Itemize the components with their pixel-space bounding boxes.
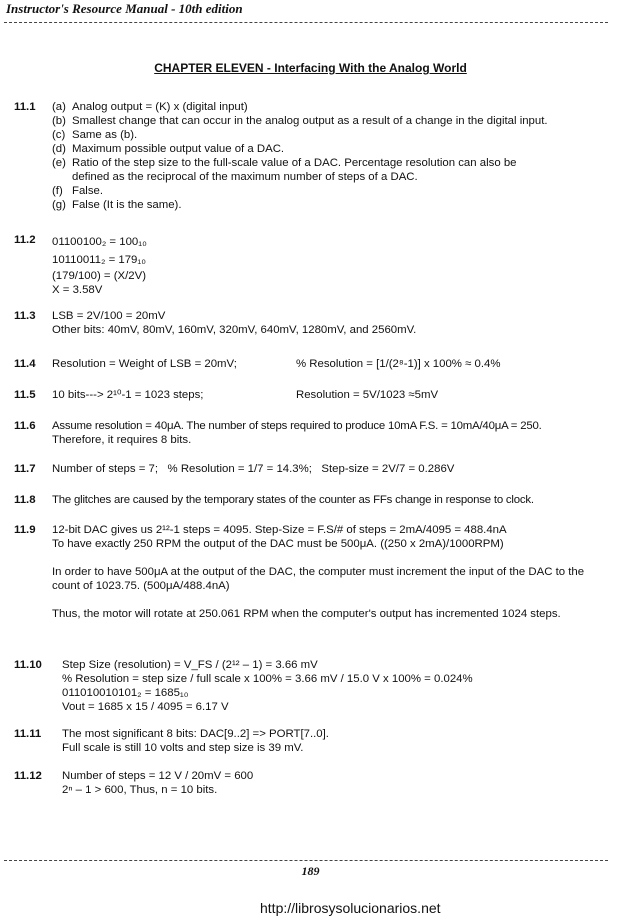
text-line: LSB = 2V/100 = 20mV <box>52 310 166 322</box>
text-line: The most significant 8 bits: DAC[9..2] => PORT[7..0]. <box>62 728 329 740</box>
text-line: The glitches are caused by the temporary states of the counter as FFs change in response to clock. <box>52 494 534 506</box>
problem-number: 11.6 <box>14 420 36 432</box>
text-line: Full scale is still 10 volts and step size is 39 mV. <box>62 742 304 754</box>
problem-number: 11.7 <box>14 463 36 475</box>
problem-number: 11.4 <box>14 358 36 370</box>
text-line: 011010010101₂ = 1685₁₀ <box>62 687 189 699</box>
problem-number: 11.12 <box>14 770 42 782</box>
text-line: 10110011₂ = 179₁₀ <box>52 254 146 266</box>
problem-11-5 <box>14 388 614 402</box>
list-item-continuation: defined as the reciprocal of the maximum number of steps of a DAC. <box>72 171 418 183</box>
problem-11-8 <box>14 493 614 507</box>
problem-11-7 <box>14 462 614 476</box>
chapter-title: CHAPTER ELEVEN - Interfacing With the Analog World <box>154 61 467 75</box>
problem-number: 11.8 <box>14 494 36 506</box>
problem-11-2 <box>14 233 614 297</box>
list-item: (c) Same as (b). <box>52 129 138 141</box>
problem-11-9 <box>14 523 614 621</box>
text-line: Number of steps = 12 V / 20mV = 600 <box>62 770 254 782</box>
text-line: (179/100) = (X/2V) <box>52 270 147 282</box>
problem-number: 11.3 <box>14 310 36 322</box>
list-item: (a) Analog output = (K) x (digital input) <box>52 101 248 113</box>
header-rule <box>4 22 608 23</box>
text-line: 10 bits---> 2¹⁰-1 = 1023 steps; Resolution = 5V/1023 ≈5mV <box>52 389 439 401</box>
footer-rule <box>4 860 608 861</box>
problem-number: 11.11 <box>14 728 42 740</box>
text-line: Other bits: 40mV, 80mV, 160mV, 320mV, 640mV, 1280mV, and 2560mV. <box>52 324 417 336</box>
problem-11-11 <box>14 727 614 755</box>
running-header: Instructor's Resource Manual - 10th edition <box>6 1 243 16</box>
paragraph: In order to have 500μA at the output of the DAC, the computer must increment the input of the DAC to the count of 1023.75. (500μA/488.4nA) <box>52 566 585 592</box>
problem-11-12 <box>14 769 614 797</box>
text-line: Resolution = Weight of LSB = 20mV; % Resolution = [1/(2⁸-1)] x 100% ≈ 0.4% <box>52 358 501 370</box>
text-line: Vout = 1685 x 15 / 4095 = 6.17 V <box>62 701 229 713</box>
problem-number: 11.10 <box>14 659 42 671</box>
list-item: (b) Smallest change that can occur in the analog output as a result of a change in the digital input. <box>52 115 548 127</box>
page-number: 189 <box>301 864 320 878</box>
problem-number: 11.5 <box>14 389 36 401</box>
problem-11-4 <box>14 357 614 371</box>
text-line: Number of steps = 7; % Resolution = 1/7 = 14.3%; Step-size = 2V/7 = 0.286V <box>52 463 455 475</box>
problem-number: 11.2 <box>14 234 36 246</box>
problem-11-6 <box>14 419 614 447</box>
text-line: Assume resolution = 40μA. The number of steps required to produce 10mA F.S. = 10mA/40μA = 250. <box>52 420 542 432</box>
problem-number: 11.9 <box>14 524 36 536</box>
problem-11-1 <box>14 100 614 212</box>
text-line: Step Size (resolution) = V_FS / (2¹² – 1) = 3.66 mV <box>62 659 318 671</box>
text-line: 12-bit DAC gives us 2¹²-1 steps = 4095. Step-Size = F.S/# of steps = 2mA/4095 = 488.4nA <box>52 524 507 536</box>
list-item: (f) False. <box>52 185 104 197</box>
list-item: (d) Maximum possible output value of a DAC. <box>52 143 285 155</box>
text-line: 01100100₂ = 100₁₀ <box>52 236 147 248</box>
text-line: X = 3.58V <box>52 284 103 296</box>
problem-11-3 <box>14 309 614 337</box>
text-line: Therefore, it requires 8 bits. <box>52 434 192 446</box>
footer-url: http://librosysolucionarios.net <box>260 900 441 916</box>
problem-11-10 <box>14 658 614 714</box>
problem-number: 11.1 <box>14 101 36 113</box>
text-line: 2ⁿ – 1 > 600, Thus, n = 10 bits. <box>62 784 218 796</box>
paragraph: Thus, the motor will rotate at 250.061 RPM when the computer's output has incremented 1024 steps. <box>52 608 561 620</box>
list-item: (e) Ratio of the step size to the full-scale value of a DAC. Percentage resolution can also be <box>52 157 517 169</box>
text-line: To have exactly 250 RPM the output of the DAC must be 500μA. ((250 x 2mA)/1000RPM) <box>52 538 504 550</box>
text-line: % Resolution = step size / full scale x 100% = 3.66 mV / 15.0 V x 100% = 0.024% <box>62 673 473 685</box>
list-item: (g) False (It is the same). <box>52 199 182 211</box>
